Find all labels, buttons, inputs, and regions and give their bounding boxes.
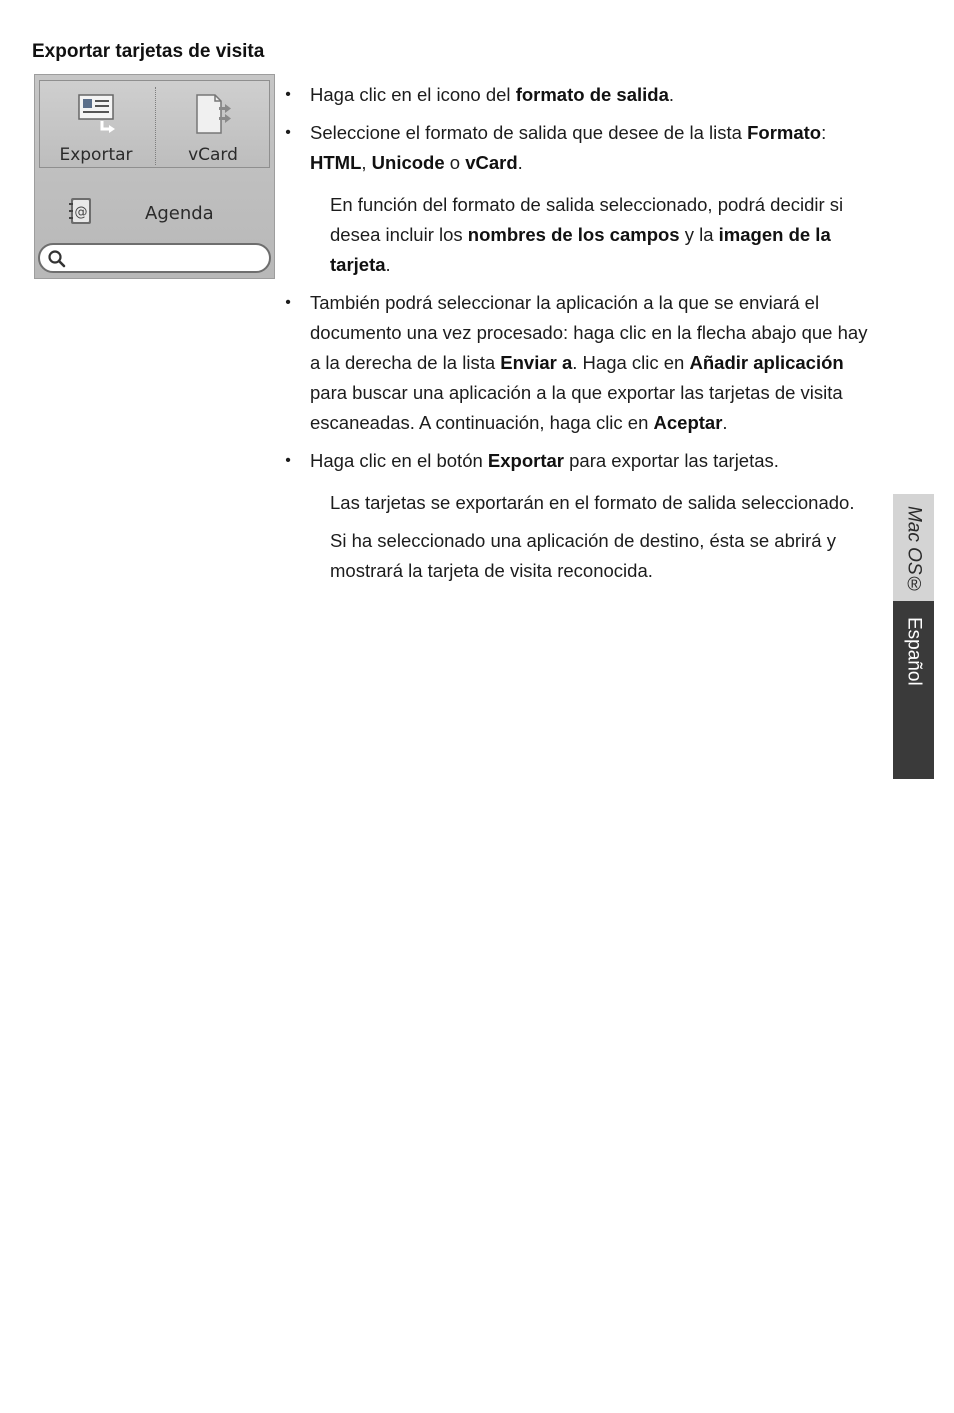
text: Haga clic en el botón [310,450,488,471]
address-book-icon [65,195,97,227]
bold-text: Unicode [371,152,445,173]
export-button-label: Exportar [59,145,133,165]
bold-text: Exportar [487,450,564,471]
export-card-icon [76,93,120,135]
text: También podrá seleccionar la aplicación a la que se enviará el documento una vez procesado: haga clic en la flecha abajo que hay a la derecha de la lista [310,292,868,373]
vcard-file-icon [193,93,237,135]
svg-text:@: @ [74,205,88,220]
text: . [385,254,391,275]
step-1 [282,80,882,110]
toolbar-screenshot [34,74,275,279]
text: o [444,152,466,173]
text: Seleccione el formato de salida que desee de la lista [310,122,748,143]
bold-text: Formato [747,122,822,143]
bullet-dot: • [285,452,291,469]
text: y la [679,224,719,245]
text: , [361,152,372,173]
side-tab [893,494,934,779]
tab-mac-os-label: Mac OS® [903,506,925,596]
bold-text: formato de salida [515,84,669,105]
step-2 [282,118,882,178]
text: . Haga clic en [572,352,690,373]
bullet-dot: • [285,124,291,141]
agenda-label: Agenda [145,203,214,224]
tab-espanol [893,601,934,779]
page-heading: Exportar tarjetas de visita [32,41,265,62]
text: : [821,122,827,143]
note-export: Las tarjetas se exportarán en el formato de salida seleccionado. [330,492,855,513]
toolbar-top-group [39,80,270,168]
bold-text: imagen de la tarjeta [330,224,831,275]
vcard-button[interactable] [157,81,269,167]
text: Haga clic en el icono del [310,84,516,105]
instructions [282,80,882,586]
bold-text: Aceptar [653,412,723,433]
step-3 [282,288,882,438]
search-field[interactable] [38,243,271,273]
text: para exportar las tarjetas. [564,450,779,471]
text: . [722,412,728,433]
text: . [668,84,675,105]
tab-espanol-label: Español [903,617,925,686]
bold-text: Añadir aplicación [689,352,844,373]
magnifier-icon [47,249,67,269]
bullet-dot: • [285,86,291,103]
bold-text: HTML [310,152,362,173]
note-destination: Si ha seleccionado una aplicación de destino, ésta se abrirá y mostrará la tarjeta de visita reconocida. [330,530,836,581]
bullet-dot: • [285,294,291,311]
bold-text: vCard [465,152,518,173]
text: En función del formato de salida seleccionado, podrá decidir si desea incluir los [330,194,844,245]
text: para buscar una aplicación a la que exportar las tarjetas de visita escaneadas. A continuación, haga clic en [310,382,843,433]
export-button[interactable] [40,81,152,167]
toolbar-separator [155,87,156,165]
text: . [517,152,523,173]
step-4 [282,446,882,476]
tab-mac-os [893,494,934,601]
agenda-item[interactable] [39,193,270,237]
bold-text: nombres de los campos [467,224,680,245]
note-fields [282,190,882,280]
bold-text: Enviar a [500,352,573,373]
vcard-button-label: vCard [188,145,238,165]
